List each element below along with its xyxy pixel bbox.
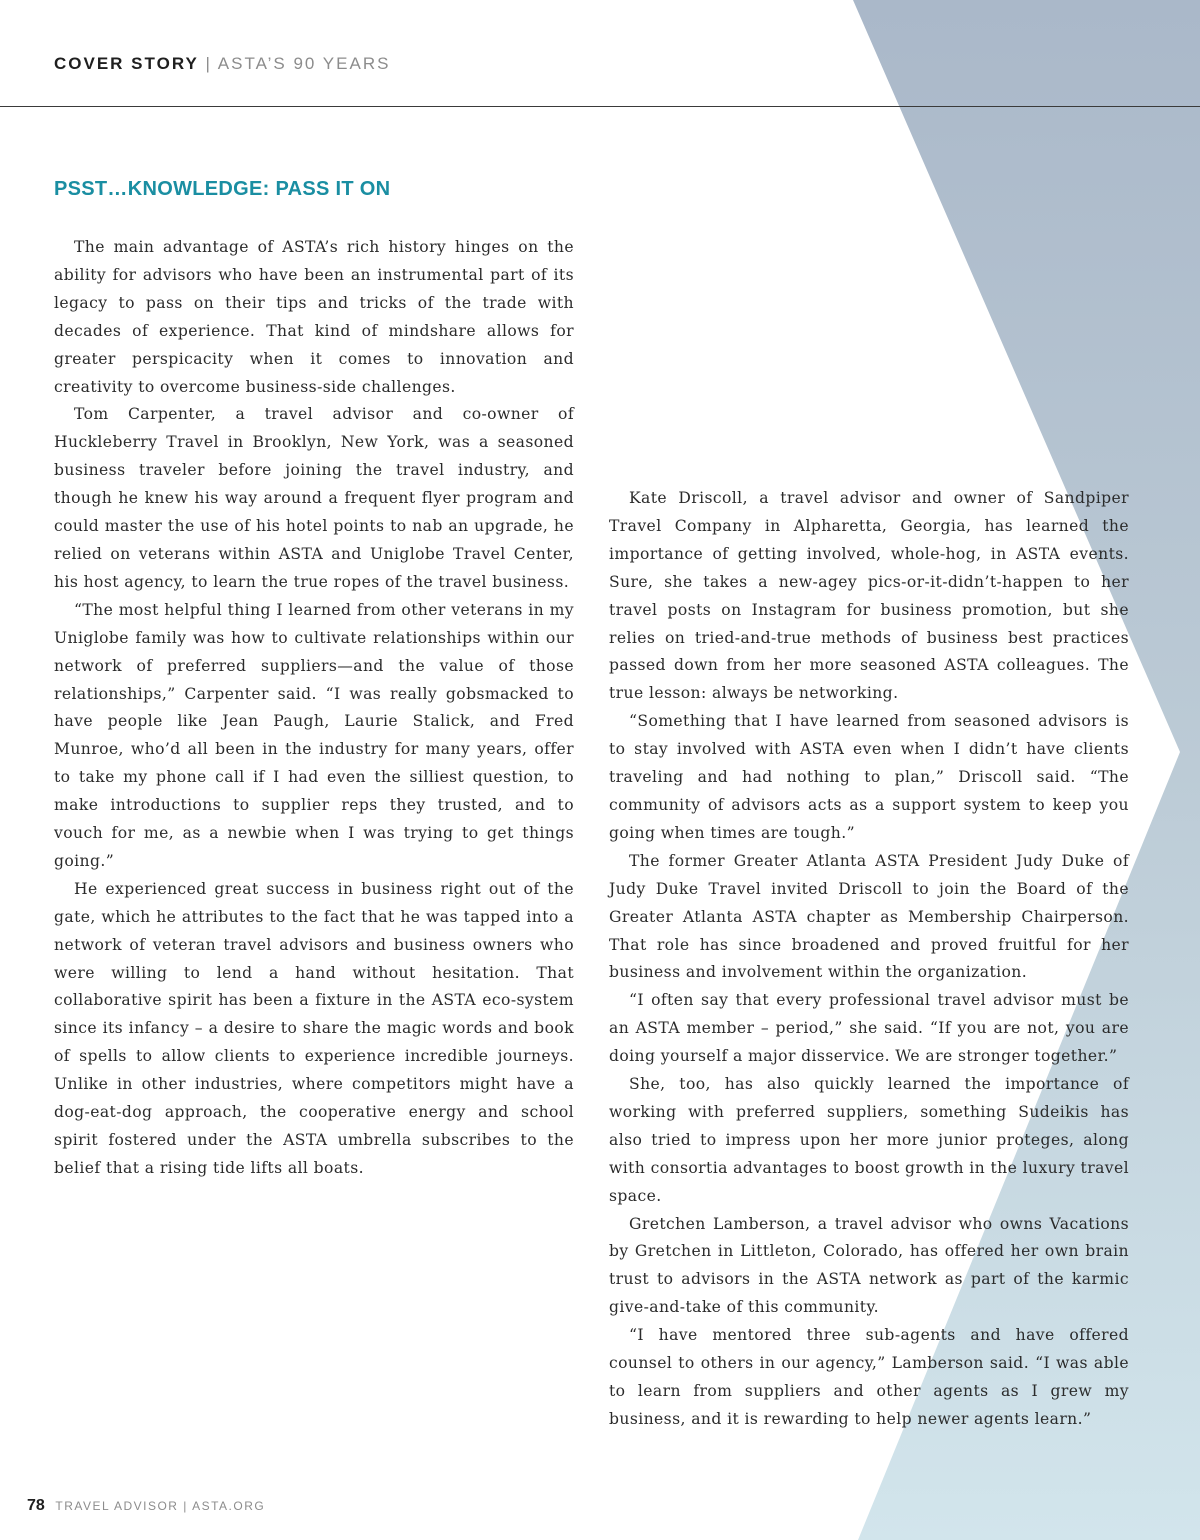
left-column — [54, 234, 574, 1183]
body-paragraph: “I often say that every professional travel advisor must be an ASTA member – period,” she said. “If you are not, you are doing yourself a major disservice. We are stronger together.” — [609, 991, 1129, 1066]
page-header — [54, 54, 390, 74]
header-separator: | — [205, 54, 212, 73]
right-column — [609, 485, 1129, 1434]
body-paragraph: “Something that I have learned from seasoned advisors is to stay involved with ASTA even when I didn’t have clients traveling and had nothing to plan,” Driscoll said. “The community of advisors acts as a support system to keep you going when times are tough.” — [609, 712, 1129, 842]
body-paragraph: Gretchen Lamberson, a travel advisor who owns Vacations by Gretchen in Littleton, Colorado, has offered her own brain trust to advisors in the ASTA network as part of the karmic give-and-take of this community. — [609, 1214, 1129, 1317]
section-label: COVER STORY — [54, 54, 199, 73]
article-heading: PSST…KNOWLEDGE: PASS IT ON — [54, 178, 391, 200]
body-paragraph: “I have mentored three sub-agents and have offered counsel to others in our agency,” Lamberson said. “I was able to learn from suppliers and other agents as I grew my business, and it is rewarding to help newer agents learn.” — [609, 1326, 1129, 1428]
body-paragraph: The main advantage of ASTA’s rich history hinges on the ability for advisors who have been an instrumental part of its legacy to pass on their tips and tricks of the trade with decades of experience. That kind of mindshare allows for greater perspicacity when it comes to innovation and creativity to overcome business-side challenges. — [54, 238, 574, 396]
subsection-label: ASTA’S 90 YEARS — [217, 54, 391, 73]
publication-label: TRAVEL ADVISOR | ASTA.ORG — [55, 1499, 266, 1513]
header-rule — [0, 106, 1200, 107]
page-number: 78 — [27, 1497, 45, 1514]
body-paragraph: Tom Carpenter, a travel advisor and co-owner of Huckleberry Travel in Brooklyn, New York, was a seasoned business traveler before joining the travel industry, and though he knew his way around a frequent flyer program and could master the use of his hotel points to nab an upgrade, he relied on veterans within ASTA and Uniglobe Travel Center, his host agency, to learn the true ropes of the travel business. — [54, 405, 574, 591]
body-paragraph: Kate Driscoll, a travel advisor and owner of Sandpiper Travel Company in Alpharetta, Georgia, has learned the importance of getting involved, whole-hog, in ASTA events. Sure, she takes a new-agey pics-or-it-didn’t-happen to her travel posts on Instagram for business promotion, but she relies on tried-and-true methods of business best practices passed down from her more seasoned ASTA colleagues. The true lesson: always be networking. — [609, 489, 1129, 703]
page-footer — [27, 1497, 265, 1515]
body-paragraph: She, too, has also quickly learned the importance of working with preferred suppliers, something Sudeikis has also tried to impress upon her more junior proteges, along with consortia advantages to boost growth in the luxury travel space. — [609, 1075, 1129, 1205]
body-paragraph: He experienced great success in business right out of the gate, which he attributes to the fact that he was tapped into a network of veteran travel advisors and business owners who were willing to lend a hand without hesitation. That collaborative spirit has been a fixture in the ASTA eco-system since its infancy – a desire to share the magic words and book of spells to allow clients to experience incredible journeys. Unlike in other industries, where competitors might have a dog-eat-dog approach, the cooperative energy and school spirit fostered under the ASTA umbrella subscribes to the belief that a rising tide lifts all boats. — [54, 879, 574, 1177]
body-paragraph: “The most helpful thing I learned from other veterans in my Uniglobe family was how to cultivate relationships within our network of preferred suppliers—and the value of those relationships,” Carpenter said. “I was really gobsmacked to have people like Jean Paugh, Laurie Stalick, and Fred Munroe, who’d all been in the industry for many years, offer to take my phone call if I had even the silliest question, to make introductions to supplier reps they trusted, and to vouch for me, as a newbie when I was trying to get things going.” — [54, 600, 574, 870]
body-paragraph: The former Greater Atlanta ASTA President Judy Duke of Judy Duke Travel invited Driscoll to join the Board of the Greater Atlanta ASTA chapter as Membership Chairperson. That role has since broadened and proved fruitful for her business and involvement within the organization. — [609, 851, 1129, 982]
